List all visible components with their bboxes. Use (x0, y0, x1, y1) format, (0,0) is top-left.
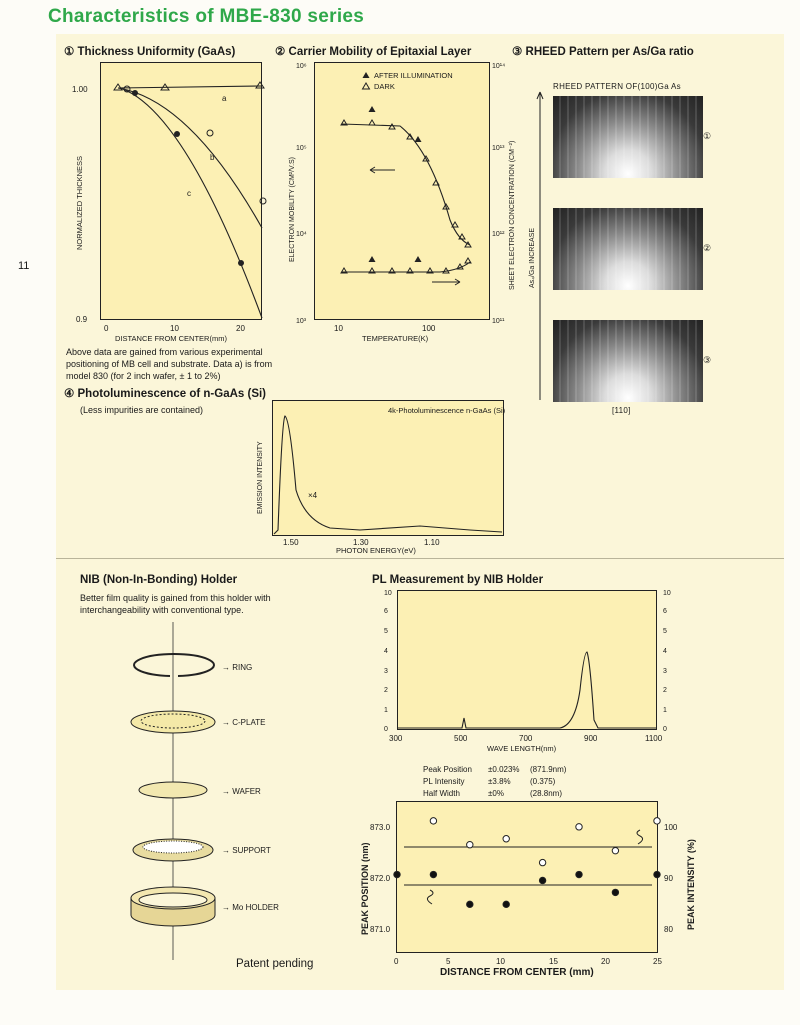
section-2-title: ② Carrier Mobility of Epitaxial Layer (275, 46, 472, 58)
mobility-ylabel: ELECTRON MOBILITY (CM²/V.S) (289, 156, 296, 262)
rheed-label-3: ③ (703, 355, 712, 365)
pl-xlabel: PHOTON ENERGY(eV) (336, 546, 416, 555)
legend-dark: DARK (374, 82, 395, 91)
pl-xtick-3: 1.10 (424, 538, 440, 547)
intensity-point (576, 824, 582, 830)
dist-xlabel: DISTANCE FROM CENTER (mm) (440, 967, 594, 978)
nib-note: Better film quality is gained from this holder with interchangeability with conventional type. (80, 593, 271, 615)
plm-xtick: 500 (454, 734, 468, 743)
section-1-note: Above data are gained from various experimental positioning of MB cell and substrate. Data a) is from model 830 (for 2 inch wafer, ± 1 to 2%) (66, 347, 273, 381)
position-point (539, 877, 545, 883)
plm-y2tick: 1 (663, 707, 667, 714)
section-1-title: ① Thickness Uniformity (GaAs) (64, 46, 236, 58)
stat-name: Half Width (423, 789, 460, 798)
position-point (503, 901, 509, 907)
plm-y2tick: 2 (663, 687, 667, 694)
intensity-point (654, 818, 660, 824)
thickness-label-c: c (187, 189, 191, 198)
dist-y2tick: 90 (664, 874, 673, 883)
intensity-point (539, 859, 545, 865)
plm-xtick: 900 (584, 734, 598, 743)
nib-label-c-plate: → C-PLATE (222, 718, 266, 727)
intensity-point (467, 842, 473, 848)
mobility-xtick-10: 10 (334, 324, 343, 333)
rheed-title: RHEED PATTERN OF(100)Ga As (553, 82, 681, 91)
pl-measurement-title: PL Measurement by NIB Holder (372, 574, 544, 586)
distribution-yticks (370, 823, 678, 934)
section-3-title: ③ RHEED Pattern per As/Ga ratio (512, 46, 694, 58)
rheed-direction: [110] (612, 406, 631, 415)
plm-y2tick: 5 (663, 628, 667, 635)
page-number: 11 (18, 260, 30, 272)
dist-y2tick: 100 (664, 823, 678, 832)
position-axis-indicator-icon (427, 890, 433, 904)
nib-label-wafer: → WAFER (222, 787, 261, 796)
dist-xtick: 10 (496, 957, 505, 966)
mobility-y2tick-4: 10¹¹ (492, 318, 505, 325)
stat-name: PL Intensity (423, 777, 465, 786)
section-1-text: Thickness Uniformity (GaAs) (77, 46, 236, 58)
intensity-axis-indicator-icon (637, 830, 643, 844)
plm-ytick: 5 (384, 628, 388, 635)
thickness-ytick-2: 0.9 (76, 315, 88, 324)
plm-ytick: 3 (384, 668, 388, 675)
patent-note: Patent pending (236, 958, 314, 970)
plm-ytick: 0 (384, 726, 388, 733)
pl-ylabel: EMISSION INTENSITY (257, 441, 264, 514)
stat-val: (871.9nm) (530, 765, 567, 774)
thickness-xtick-0: 0 (104, 324, 109, 333)
dist-y2tick: 80 (664, 925, 673, 934)
plm-xlabel: WAVE LENGTH(nm) (487, 744, 557, 753)
legend-after-illumination: AFTER ILLUMINATION (374, 71, 453, 80)
plm-xtick: 700 (519, 734, 533, 743)
plm-y2tick: 0 (663, 726, 667, 733)
dist-ytick: 871.0 (370, 925, 391, 934)
nib-label-ring: → RING (222, 663, 253, 672)
distribution-points (394, 818, 660, 908)
stat-val: (0.375) (530, 777, 556, 786)
stat-pct: ±0% (488, 789, 504, 798)
plm-ytick: 2 (384, 687, 388, 694)
mobility-ytick-4: 10³ (296, 318, 307, 325)
rheed-label-1: ① (703, 131, 712, 141)
dist-ylabel: PEAK POSITION (nm) (360, 842, 370, 935)
position-point (576, 871, 582, 877)
thickness-ylabel: NORMALIZED THICKNESS (75, 155, 84, 250)
plm-ytick: 10 (384, 590, 392, 597)
pl-mult-label: ×4 (308, 491, 318, 500)
plm-y2tick: 10 (663, 590, 671, 597)
mobility-xtick-100: 100 (422, 324, 436, 333)
section-4-title: ④ Photoluminescence of n-GaAs (Si) (64, 388, 267, 400)
dist-ytick: 873.0 (370, 823, 391, 832)
thickness-label-b: b (210, 153, 215, 162)
mobility-ytick-2: 10⁵ (296, 145, 307, 152)
position-point (394, 871, 400, 877)
distribution-xticks (394, 957, 662, 966)
dist-xtick: 0 (394, 957, 399, 966)
rheed-label-2: ② (703, 243, 712, 253)
section-3-text: RHEED Pattern per As/Ga ratio (525, 46, 694, 58)
mobility-y2label: SHEET ELECTRON CONCENTRATION (CM⁻²) (509, 140, 516, 290)
page-title: Characteristics of MBE-830 series (48, 6, 365, 27)
plm-y2tick: 3 (663, 668, 667, 675)
pl-annotation: 4k-Photoluminescence n-GaAs (Si) (388, 406, 506, 415)
dist-xtick: 5 (446, 957, 451, 966)
thickness-xtick-20: 20 (236, 324, 245, 333)
position-point (654, 871, 660, 877)
mobility-y2tick-2: 10¹³ (492, 145, 505, 152)
thickness-label-a: a (222, 94, 227, 103)
plm-y2tick: 4 (663, 648, 667, 655)
intensity-point (503, 836, 509, 842)
thickness-xlabel: DISTANCE FROM CENTER(mm) (115, 334, 227, 343)
intensity-point (612, 847, 618, 853)
plm-ytick: 1 (384, 707, 388, 714)
plm-xtick: 1100 (645, 734, 663, 743)
dist-xtick: 20 (601, 957, 610, 966)
dist-y2label: PEAK INTENSITY (%) (686, 839, 696, 930)
plm-y2tick: 6 (663, 608, 667, 615)
dist-xtick: 15 (549, 957, 558, 966)
position-point (430, 871, 436, 877)
mobility-y2tick-1: 10¹⁴ (492, 63, 506, 70)
dist-xtick: 25 (653, 957, 662, 966)
pl-xtick-1: 1.50 (283, 538, 299, 547)
position-point (612, 889, 618, 895)
intensity-point (430, 818, 436, 824)
stat-val: (28.8nm) (530, 789, 563, 798)
plm-ytick: 4 (384, 648, 388, 655)
mobility-ytick-1: 10⁶ (296, 63, 307, 70)
mobility-y2tick-3: 10¹² (492, 231, 505, 238)
section-4-note: (Less impurities are contained) (80, 405, 204, 415)
section-2-text: Carrier Mobility of Epitaxial Layer (288, 46, 472, 58)
rheed-axis-label: As₄/Ga INCREASE (529, 227, 536, 288)
plm-xtick: 300 (389, 734, 403, 743)
nib-label-mo-holder: → Mo HOLDER (222, 903, 279, 912)
thickness-xtick-10: 10 (170, 324, 179, 333)
stat-name: Peak Position (423, 765, 472, 774)
mobility-xlabel: TEMPERATURE(K) (362, 334, 429, 343)
section-4-text: Photoluminescence of n-GaAs (Si) (77, 388, 267, 400)
plm-ytick: 6 (384, 608, 388, 615)
thickness-ytick-1: 1.00 (72, 85, 88, 94)
stat-pct: ±0.023% (488, 765, 520, 774)
nib-label-support: → SUPPORT (222, 846, 271, 855)
pl-xtick-2: 1.30 (353, 538, 369, 547)
stat-pct: ±3.8% (488, 777, 511, 786)
nib-title: NIB (Non-In-Bonding) Holder (80, 574, 238, 586)
mobility-ytick-3: 10⁴ (296, 231, 307, 238)
position-point (467, 901, 473, 907)
dist-ytick: 872.0 (370, 874, 391, 883)
